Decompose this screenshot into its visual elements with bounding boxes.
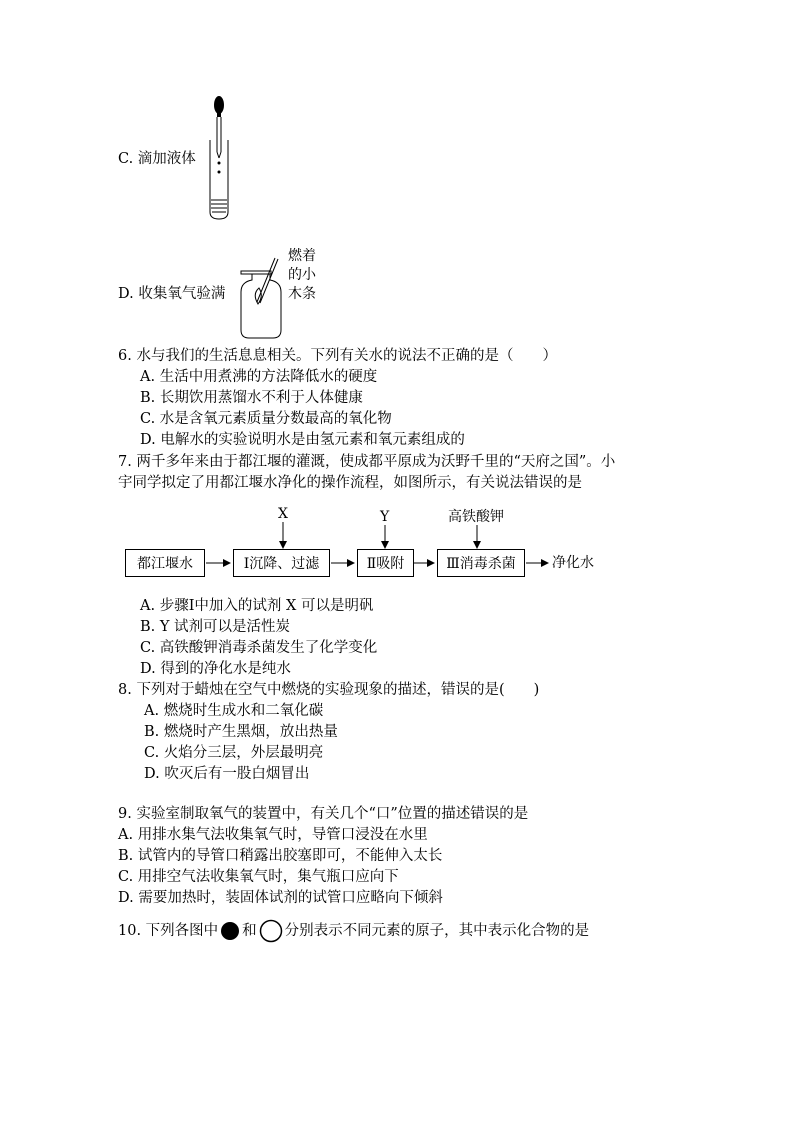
q8-option-a: A. 燃烧时生成水和二氧化碳 — [144, 703, 324, 719]
q6-option-c: C. 水是含氧元素质量分数最高的氧化物 — [140, 411, 392, 427]
annotation-line-2: 的小 — [288, 267, 316, 283]
q6-stem: 6. 水与我们的生活息息相关。下列有关水的说法不正确的是（ ） — [118, 348, 557, 364]
q10-stem-post: 分别表示不同元素的原子，其中表示化合物的是 — [284, 923, 590, 939]
q10-stem-pre: 10. 下列各图中 — [118, 923, 219, 939]
flow-end: 净化水 — [552, 555, 594, 571]
flow-box-step2: Ⅱ吸附 — [357, 549, 414, 577]
q9-option-c: C. 用排空气法收集氧气时，集气瓶口应向下 — [118, 869, 399, 885]
q9-option-b: B. 试管内的导管口稍露出胶塞即可，不能伸入太长 — [118, 848, 443, 864]
q8-option-c: C. 火焰分三层，外层最明亮 — [144, 745, 324, 761]
q5-option-c: C. 滴加液体 — [118, 151, 196, 167]
annotation-line-1: 燃着 — [288, 248, 316, 264]
flow-input-3: 高铁酸钾 — [448, 509, 504, 525]
q6-option-d: D. 电解水的实验说明水是由氢元素和氧元素组成的 — [140, 432, 465, 448]
filled-atom-icon — [220, 921, 240, 941]
q10-stem — [118, 919, 589, 943]
flow-input-x: X — [278, 506, 288, 522]
q7-option-b: B. Y 试剂可以是活性炭 — [140, 619, 291, 635]
q8-option-d: D. 吹灭后有一股白烟冒出 — [144, 766, 310, 782]
q9-option-d: D. 需要加热时，装固体试剂的试管口应略向下倾斜 — [118, 890, 443, 906]
q8-stem: 8. 下列对于蜡烛在空气中燃烧的实验现象的描述，错误的是( ) — [118, 682, 540, 698]
q9-stem: 9. 实验室制取氧气的装置中，有关几个“口”位置的描述错误的是 — [118, 806, 529, 822]
flow-box-start: 都江堰水 — [125, 549, 205, 577]
q7-stem-line2: 宇同学拟定了用都江堰水净化的操作流程，如图所示，有关说法错误的是 — [118, 475, 582, 491]
q7-option-c: C. 高铁酸钾消毒杀菌发生了化学变化 — [140, 640, 378, 656]
q10-stem-mid: 和 — [242, 923, 257, 939]
q8-option-b: B. 燃烧时产生黑烟，放出热量 — [144, 724, 338, 740]
q6-option-b: B. 长期饮用蒸馏水不利于人体健康 — [140, 390, 363, 406]
q6-option-a: A. 生活中用煮沸的方法降低水的硬度 — [140, 369, 378, 385]
flow-input-y: Y — [380, 509, 390, 525]
q9-option-a: A. 用排水集气法收集氧气时，导管口浸没在水里 — [118, 827, 428, 843]
hollow-atom-icon — [259, 919, 283, 943]
flow-box-step3: Ⅲ消毒杀菌 — [437, 549, 525, 577]
q7-stem-line1: 7. 两千多年来由于都江堰的灌溉，使成都平原成为沃野千里的“天府之国”。小 — [118, 454, 616, 470]
annotation-line-3: 木条 — [288, 286, 316, 302]
flow-box-step1: Ⅰ沉降、过滤 — [233, 549, 330, 577]
q7-option-d: D. 得到的净化水是纯水 — [140, 661, 291, 677]
q7-option-a: A. 步骤Ⅰ中加入的试剂 X 可以是明矾 — [140, 598, 374, 614]
q5-option-d: D. 收集氧气验满 — [118, 286, 226, 302]
